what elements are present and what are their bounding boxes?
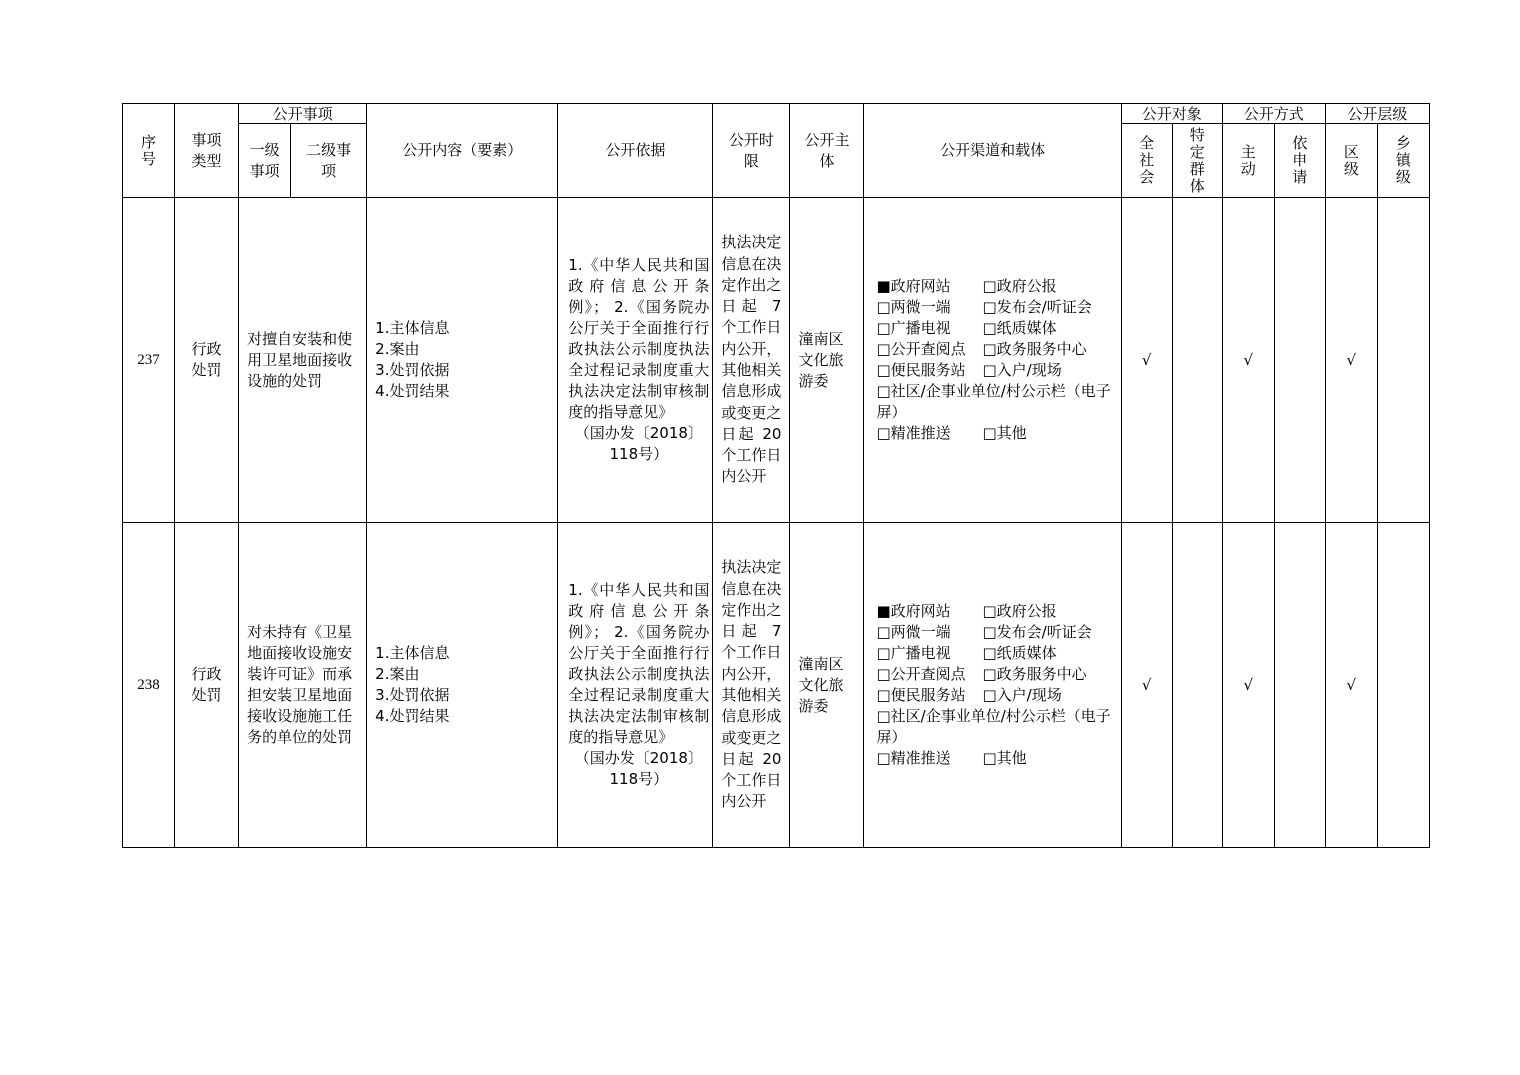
row-level-district: √ bbox=[1325, 198, 1377, 523]
channel-home: □入户/现场 bbox=[982, 686, 1062, 704]
channel-push: □精准推送 bbox=[876, 424, 951, 442]
basis-line-3: （国办发〔2018〕118号） bbox=[574, 749, 703, 788]
table-header bbox=[123, 104, 1430, 198]
header-level-town: 乡镇级 bbox=[1377, 124, 1429, 198]
channel-weibo-wechat: □两微一端 bbox=[876, 298, 951, 316]
header-time-limit: 公开时限 bbox=[713, 104, 790, 198]
content-line: 4.处罚结果 bbox=[375, 707, 450, 725]
header-basis: 公开依据 bbox=[558, 104, 713, 198]
row-seq: 237 bbox=[123, 198, 175, 523]
basis-line-3: （国办发〔2018〕118号） bbox=[574, 424, 703, 463]
channel-service-station: □便民服务站 bbox=[876, 361, 966, 379]
channel-press: □发布会/听证会 bbox=[982, 623, 1092, 641]
row-time-limit: 执法决定信息在决定作出之日起 7 个工作日内公开，其他相关信息形成或变更之日起 20 个工作日内公开 bbox=[713, 198, 790, 523]
channel-press: □发布会/听证会 bbox=[982, 298, 1092, 316]
channel-board: □社区/企事业单位/村公示栏（电子屏） bbox=[876, 382, 1111, 421]
row-level-town bbox=[1377, 523, 1429, 848]
basis-line-1: 1.《中华人民共和国政府信息公开条例》； bbox=[568, 256, 710, 316]
row-target-all: √ bbox=[1121, 523, 1172, 848]
channel-website: ■政府网站 bbox=[876, 277, 951, 295]
content-line: 2.案由 bbox=[375, 665, 420, 683]
header-level1: 一级事项 bbox=[239, 124, 291, 198]
content-line: 3.处罚依据 bbox=[375, 361, 450, 379]
row-item: 对擅自安装和使用卫星地面接收设施的处罚 bbox=[239, 198, 367, 523]
row-channels bbox=[864, 523, 1121, 848]
content-line: 3.处罚依据 bbox=[375, 686, 450, 704]
header-level-district: 区级 bbox=[1325, 124, 1377, 198]
content-line: 2.案由 bbox=[375, 340, 420, 358]
channel-gazette: □政府公报 bbox=[982, 602, 1057, 620]
channel-reading: □公开查阅点 bbox=[876, 665, 966, 683]
header-target-specific: 特定群体 bbox=[1172, 124, 1222, 198]
header-target-group: 公开对象 bbox=[1121, 104, 1222, 124]
row-level-town bbox=[1377, 198, 1429, 523]
header-type: 事项类型 bbox=[175, 104, 239, 198]
header-level2: 二级事项 bbox=[291, 124, 367, 198]
channel-other: □其他 bbox=[982, 424, 1027, 442]
row-method-active: √ bbox=[1222, 523, 1274, 848]
channel-broadcast: □广播电视 bbox=[876, 644, 951, 662]
disclosure-table bbox=[122, 103, 1430, 848]
content-line: 1.主体信息 bbox=[375, 644, 450, 662]
header-items-group: 公开事项 bbox=[239, 104, 367, 124]
header-subject: 公开主体 bbox=[790, 104, 864, 198]
basis-line-1: 1.《中华人民共和国政府信息公开条例》； bbox=[568, 581, 710, 641]
channel-weibo-wechat: □两微一端 bbox=[876, 623, 951, 641]
row-item: 对未持有《卫星地面接收设施安装许可证》而承担安装卫星地面接收设施施工任务的单位的处罚 bbox=[239, 523, 367, 848]
header-content: 公开内容（要素） bbox=[367, 104, 558, 198]
header-channels: 公开渠道和载体 bbox=[864, 104, 1121, 198]
header-method-apply: 依申请 bbox=[1274, 124, 1325, 198]
row-subject: 潼南区文化旅游委 bbox=[790, 523, 864, 848]
channel-service-center: □政务服务中心 bbox=[982, 665, 1087, 683]
channel-service-station: □便民服务站 bbox=[876, 686, 966, 704]
row-channels bbox=[864, 198, 1121, 523]
row-method-apply bbox=[1274, 523, 1325, 848]
row-target-all: √ bbox=[1121, 198, 1172, 523]
table-row bbox=[123, 198, 1430, 523]
basis-line-2: 2.《国务院办公厅关于全面推行行政执法公示制度执法全过程记录制度重大执法决定法制审核制度的指导意见》 bbox=[568, 298, 710, 421]
channel-website: ■政府网站 bbox=[876, 602, 951, 620]
row-target-specific bbox=[1172, 198, 1222, 523]
content-line: 4.处罚结果 bbox=[375, 382, 450, 400]
row-subject: 潼南区文化旅游委 bbox=[790, 198, 864, 523]
row-seq: 238 bbox=[123, 523, 175, 848]
header-method-active: 主动 bbox=[1222, 124, 1274, 198]
channel-other: □其他 bbox=[982, 749, 1027, 767]
row-type: 行政处罚 bbox=[175, 198, 239, 523]
row-method-apply bbox=[1274, 198, 1325, 523]
row-target-specific bbox=[1172, 523, 1222, 848]
channel-paper: □纸质媒体 bbox=[982, 644, 1057, 662]
row-basis bbox=[558, 523, 713, 848]
row-level-district: √ bbox=[1325, 523, 1377, 848]
channel-broadcast: □广播电视 bbox=[876, 319, 951, 337]
row-type: 行政处罚 bbox=[175, 523, 239, 848]
channel-service-center: □政务服务中心 bbox=[982, 340, 1087, 358]
channel-reading: □公开查阅点 bbox=[876, 340, 966, 358]
row-content bbox=[367, 523, 558, 848]
header-seq: 序号 bbox=[123, 104, 175, 198]
channel-gazette: □政府公报 bbox=[982, 277, 1057, 295]
row-time-limit: 执法决定信息在决定作出之日起 7 个工作日内公开，其他相关信息形成或变更之日起 20 个工作日内公开 bbox=[713, 523, 790, 848]
channel-home: □入户/现场 bbox=[982, 361, 1062, 379]
channel-board: □社区/企事业单位/村公示栏（电子屏） bbox=[876, 707, 1111, 746]
content-line: 1.主体信息 bbox=[375, 319, 450, 337]
row-basis bbox=[558, 198, 713, 523]
channel-paper: □纸质媒体 bbox=[982, 319, 1057, 337]
table-row bbox=[123, 523, 1430, 848]
header-method-group: 公开方式 bbox=[1222, 104, 1325, 124]
channel-push: □精准推送 bbox=[876, 749, 951, 767]
header-level-group: 公开层级 bbox=[1325, 104, 1429, 124]
row-content bbox=[367, 198, 558, 523]
header-target-all: 全社会 bbox=[1121, 124, 1172, 198]
basis-line-2: 2.《国务院办公厅关于全面推行行政执法公示制度执法全过程记录制度重大执法决定法制审核制度的指导意见》 bbox=[568, 623, 710, 746]
row-method-active: √ bbox=[1222, 198, 1274, 523]
